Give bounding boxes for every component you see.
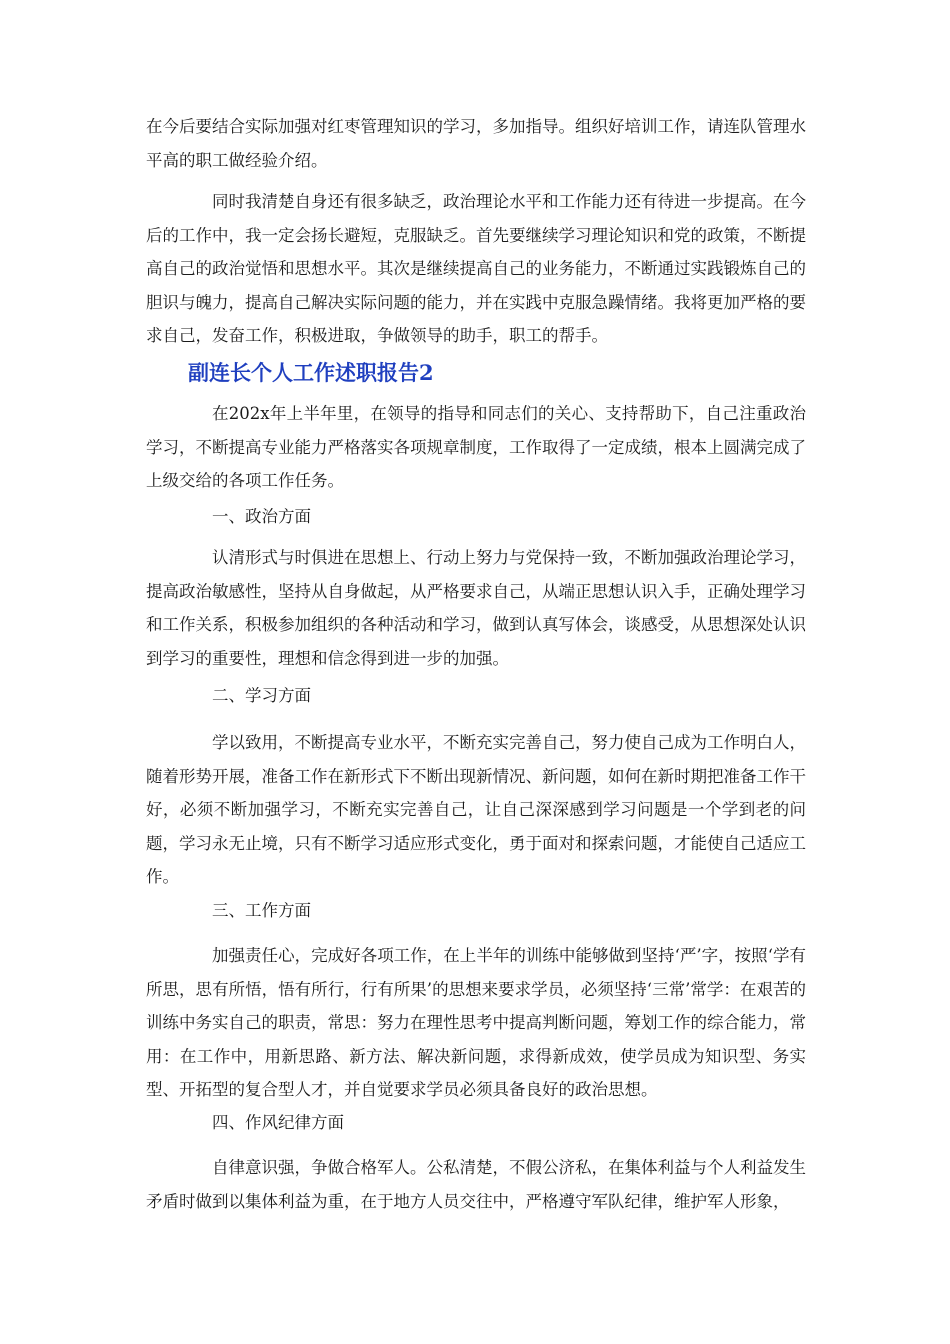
section-heading-study: 二、学习方面 bbox=[212, 686, 311, 705]
section-heading-politics: 一、政治方面 bbox=[212, 507, 311, 526]
report-heading: 副连长个人工作述职报告2 bbox=[188, 360, 434, 385]
paragraph-politics: 认清形式与时俱进在思想上、行动上努力与党保持一致，不断加强政治理论学习，提高政治敏感性，坚持从自身做起，从严格要求自己，从端正思想认识入手，正确处理学习和工作关系，积极参加组织的各种活动和学习，做到认真写体会，谈感受，从思想深处认识到学习的重要性，理想和信念得到进一步的加强。 bbox=[146, 548, 806, 668]
paragraph-discipline: 自律意识强，争做合格军人。公私清楚，不假公济私，在集体利益与个人利益发生矛盾时做到以集体利益为重，在于地方人员交往中，严格遵守军队纪律，维护军人形象， bbox=[146, 1158, 806, 1211]
paragraph-self-improvement: 同时我清楚自身还有很多缺乏，政治理论水平和工作能力还有待进一步提高。在今后的工作中，我一定会扬长避短，克服缺乏。首先要继续学习理论知识和党的政策，不断提高自己的政治觉悟和思想水平。其次是继续提高自己的业务能力，不断通过实践锻炼自己的胆识与魄力，提高自己解决实际问题的能力，并在实践中克服急躁情绪。我将更加严格的要求自己，发奋工作，积极进取，争做领导的助手，职工的帮手。 bbox=[146, 192, 806, 345]
paragraph-intro: 在202x年上半年里，在领导的指导和同志们的关心、支持帮助下，自己注重政治学习，不断提高专业能力严格落实各项规章制度，工作取得了一定成绩，根本上圆满完成了上级交给的各项工作任务。 bbox=[146, 404, 806, 490]
paragraph-training: 在今后要结合实际加强对红枣管理知识的学习，多加指导。组织好培训工作，请连队管理水平高的职工做经验介绍。 bbox=[146, 117, 806, 170]
paragraph-study: 学以致用，不断提高专业水平，不断充实完善自己，努力使自己成为工作明白人，随着形势开展，准备工作在新形式下不断出现新情况、新问题，如何在新时期把准备工作干好，必须不断加强学习，不断充实完善自己，让自己深深感到学习问题是一个学到老的问题，学习永无止境，只有不断学习适应形式变化，勇于面对和探索问题，才能使自己适应工作。 bbox=[146, 733, 806, 886]
paragraph-work: 加强责任心，完成好各项工作，在上半年的训练中能够做到坚持‘严’字，按照‘学有所思，思有所悟，悟有所行，行有所果’的思想来要求学员，必须坚持‘三常’常学：在艰苦的训练中务实自己的职责，常思：努力在理性思考中提高判断问题，筹划工作的综合能力，常用：在工作中，用新思路、新方法、解决新问题，求得新成效，使学员成为知识型、务实型、开拓型的复合型人才，并自觉要求学员必须具备良好的政治思想。 bbox=[146, 946, 806, 1099]
section-heading-discipline: 四、作风纪律方面 bbox=[212, 1113, 344, 1132]
section-heading-work: 三、工作方面 bbox=[212, 901, 311, 920]
